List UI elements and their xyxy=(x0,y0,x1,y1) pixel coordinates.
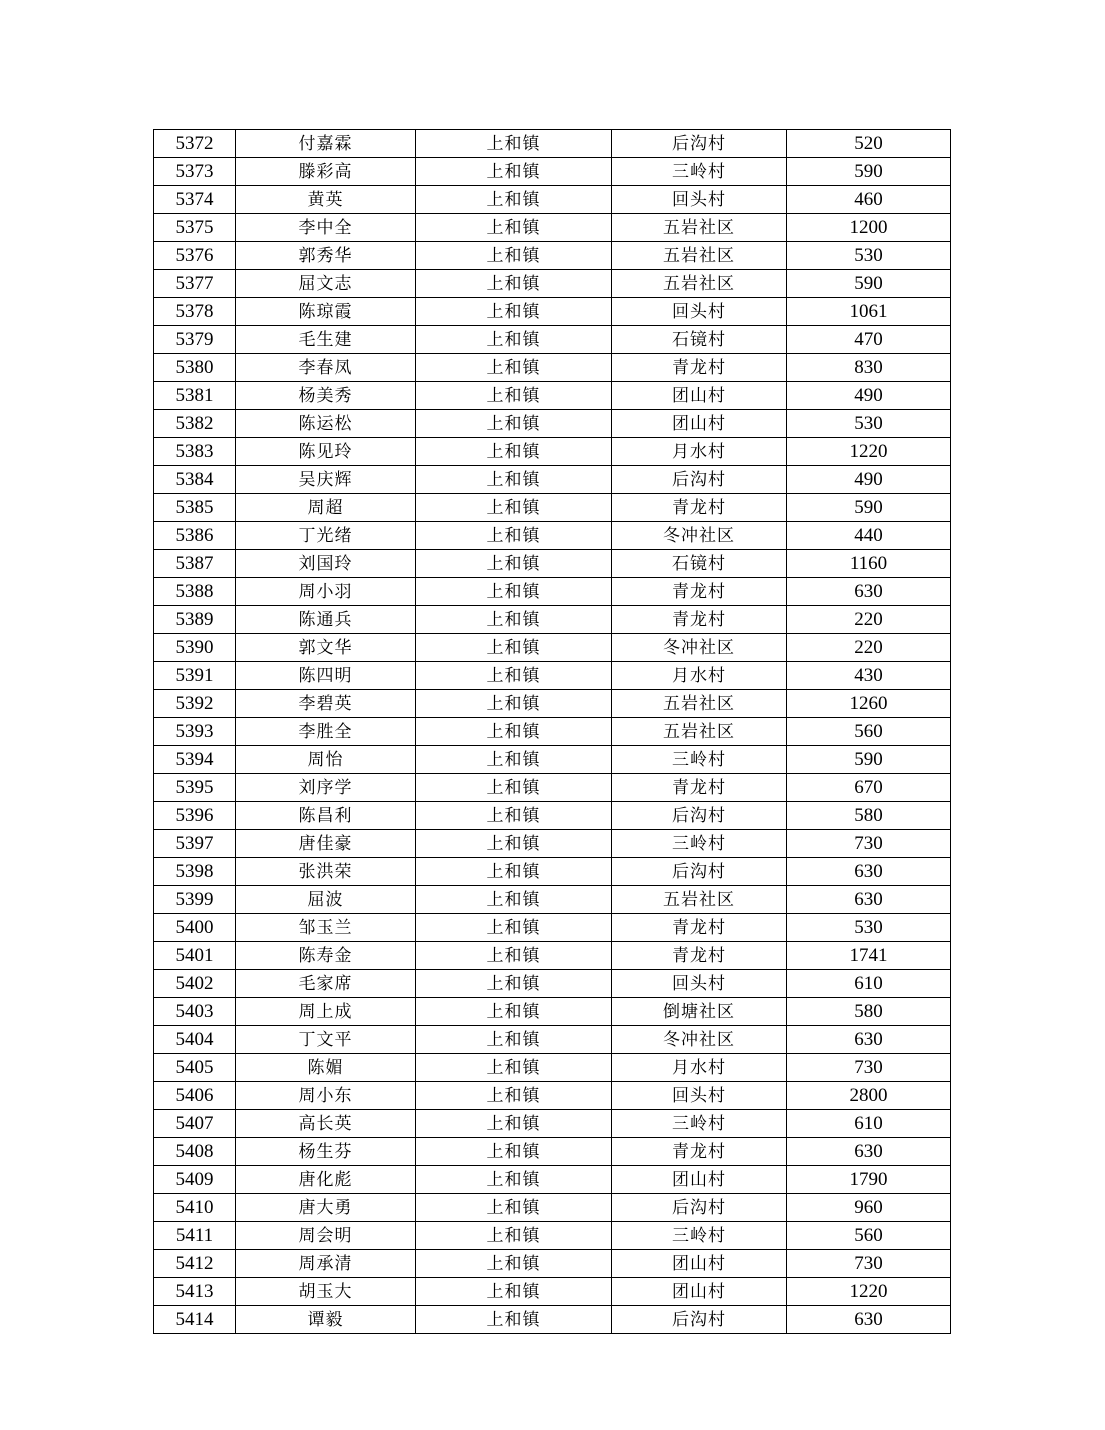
name-cell: 丁文平 xyxy=(236,1026,416,1054)
amount-cell: 590 xyxy=(787,158,951,186)
row-number-cell: 5383 xyxy=(154,438,236,466)
row-number-cell: 5411 xyxy=(154,1222,236,1250)
row-number-cell: 5372 xyxy=(154,130,236,158)
table-row xyxy=(154,1166,951,1194)
village-cell: 五岩社区 xyxy=(612,270,787,298)
row-number-cell: 5375 xyxy=(154,214,236,242)
table-body xyxy=(154,130,951,1334)
name-cell: 张洪荣 xyxy=(236,858,416,886)
name-cell: 李中全 xyxy=(236,214,416,242)
table-row xyxy=(154,550,951,578)
town-cell: 上和镇 xyxy=(416,1082,612,1110)
row-number-cell: 5394 xyxy=(154,746,236,774)
town-cell: 上和镇 xyxy=(416,1306,612,1334)
village-cell: 石镜村 xyxy=(612,326,787,354)
town-cell: 上和镇 xyxy=(416,466,612,494)
town-cell: 上和镇 xyxy=(416,270,612,298)
name-cell: 李胜全 xyxy=(236,718,416,746)
town-cell: 上和镇 xyxy=(416,606,612,634)
village-cell: 团山村 xyxy=(612,1278,787,1306)
village-cell: 冬冲社区 xyxy=(612,634,787,662)
village-cell: 回头村 xyxy=(612,186,787,214)
town-cell: 上和镇 xyxy=(416,802,612,830)
town-cell: 上和镇 xyxy=(416,1278,612,1306)
village-cell: 青龙村 xyxy=(612,606,787,634)
amount-cell: 1790 xyxy=(787,1166,951,1194)
name-cell: 陈琼霞 xyxy=(236,298,416,326)
village-cell: 团山村 xyxy=(612,1166,787,1194)
amount-cell: 560 xyxy=(787,718,951,746)
town-cell: 上和镇 xyxy=(416,1194,612,1222)
name-cell: 毛生建 xyxy=(236,326,416,354)
name-cell: 周会明 xyxy=(236,1222,416,1250)
town-cell: 上和镇 xyxy=(416,186,612,214)
village-cell: 后沟村 xyxy=(612,1306,787,1334)
row-number-cell: 5398 xyxy=(154,858,236,886)
amount-cell: 530 xyxy=(787,410,951,438)
name-cell: 陈见玲 xyxy=(236,438,416,466)
village-cell: 三岭村 xyxy=(612,158,787,186)
village-cell: 后沟村 xyxy=(612,1194,787,1222)
town-cell: 上和镇 xyxy=(416,942,612,970)
row-number-cell: 5395 xyxy=(154,774,236,802)
village-cell: 团山村 xyxy=(612,382,787,410)
village-cell: 团山村 xyxy=(612,410,787,438)
row-number-cell: 5397 xyxy=(154,830,236,858)
village-cell: 后沟村 xyxy=(612,858,787,886)
amount-cell: 490 xyxy=(787,382,951,410)
row-number-cell: 5390 xyxy=(154,634,236,662)
amount-cell: 440 xyxy=(787,522,951,550)
amount-cell: 630 xyxy=(787,1138,951,1166)
amount-cell: 460 xyxy=(787,186,951,214)
village-cell: 三岭村 xyxy=(612,830,787,858)
amount-cell: 1200 xyxy=(787,214,951,242)
row-number-cell: 5396 xyxy=(154,802,236,830)
village-cell: 冬冲社区 xyxy=(612,522,787,550)
town-cell: 上和镇 xyxy=(416,1138,612,1166)
table-row xyxy=(154,1278,951,1306)
row-number-cell: 5384 xyxy=(154,466,236,494)
amount-cell: 960 xyxy=(787,1194,951,1222)
table-row xyxy=(154,1194,951,1222)
amount-cell: 730 xyxy=(787,1250,951,1278)
table-row xyxy=(154,690,951,718)
amount-cell: 530 xyxy=(787,242,951,270)
village-cell: 回头村 xyxy=(612,298,787,326)
name-cell: 黄英 xyxy=(236,186,416,214)
town-cell: 上和镇 xyxy=(416,382,612,410)
amount-cell: 590 xyxy=(787,494,951,522)
table-row xyxy=(154,326,951,354)
amount-cell: 830 xyxy=(787,354,951,382)
name-cell: 屈波 xyxy=(236,886,416,914)
town-cell: 上和镇 xyxy=(416,298,612,326)
row-number-cell: 5374 xyxy=(154,186,236,214)
table-row xyxy=(154,1026,951,1054)
amount-cell: 1260 xyxy=(787,690,951,718)
table-row xyxy=(154,606,951,634)
name-cell: 唐化彪 xyxy=(236,1166,416,1194)
data-table xyxy=(153,129,951,1334)
table-row xyxy=(154,354,951,382)
amount-cell: 1220 xyxy=(787,1278,951,1306)
village-cell: 五岩社区 xyxy=(612,718,787,746)
amount-cell: 220 xyxy=(787,606,951,634)
table-row xyxy=(154,634,951,662)
row-number-cell: 5377 xyxy=(154,270,236,298)
village-cell: 后沟村 xyxy=(612,130,787,158)
town-cell: 上和镇 xyxy=(416,550,612,578)
table-row xyxy=(154,158,951,186)
name-cell: 陈寿金 xyxy=(236,942,416,970)
amount-cell: 670 xyxy=(787,774,951,802)
name-cell: 吴庆辉 xyxy=(236,466,416,494)
town-cell: 上和镇 xyxy=(416,354,612,382)
name-cell: 周超 xyxy=(236,494,416,522)
table-row xyxy=(154,242,951,270)
table-row xyxy=(154,438,951,466)
town-cell: 上和镇 xyxy=(416,1054,612,1082)
row-number-cell: 5386 xyxy=(154,522,236,550)
row-number-cell: 5400 xyxy=(154,914,236,942)
table-row xyxy=(154,942,951,970)
table-row xyxy=(154,1138,951,1166)
town-cell: 上和镇 xyxy=(416,914,612,942)
town-cell: 上和镇 xyxy=(416,522,612,550)
village-cell: 三岭村 xyxy=(612,1222,787,1250)
row-number-cell: 5407 xyxy=(154,1110,236,1138)
village-cell: 后沟村 xyxy=(612,466,787,494)
name-cell: 李碧英 xyxy=(236,690,416,718)
village-cell: 后沟村 xyxy=(612,802,787,830)
table-row xyxy=(154,1306,951,1334)
row-number-cell: 5373 xyxy=(154,158,236,186)
table-row xyxy=(154,382,951,410)
amount-cell: 530 xyxy=(787,914,951,942)
town-cell: 上和镇 xyxy=(416,578,612,606)
row-number-cell: 5409 xyxy=(154,1166,236,1194)
table-row xyxy=(154,802,951,830)
row-number-cell: 5382 xyxy=(154,410,236,438)
row-number-cell: 5406 xyxy=(154,1082,236,1110)
row-number-cell: 5404 xyxy=(154,1026,236,1054)
row-number-cell: 5391 xyxy=(154,662,236,690)
row-number-cell: 5389 xyxy=(154,606,236,634)
town-cell: 上和镇 xyxy=(416,214,612,242)
amount-cell: 560 xyxy=(787,1222,951,1250)
row-number-cell: 5403 xyxy=(154,998,236,1026)
row-number-cell: 5412 xyxy=(154,1250,236,1278)
name-cell: 陈四明 xyxy=(236,662,416,690)
town-cell: 上和镇 xyxy=(416,1166,612,1194)
amount-cell: 730 xyxy=(787,830,951,858)
town-cell: 上和镇 xyxy=(416,438,612,466)
town-cell: 上和镇 xyxy=(416,242,612,270)
name-cell: 周小东 xyxy=(236,1082,416,1110)
table-row xyxy=(154,662,951,690)
town-cell: 上和镇 xyxy=(416,634,612,662)
row-number-cell: 5378 xyxy=(154,298,236,326)
table-row xyxy=(154,578,951,606)
village-cell: 三岭村 xyxy=(612,1110,787,1138)
name-cell: 刘序学 xyxy=(236,774,416,802)
amount-cell: 1741 xyxy=(787,942,951,970)
amount-cell: 1061 xyxy=(787,298,951,326)
town-cell: 上和镇 xyxy=(416,326,612,354)
name-cell: 周承清 xyxy=(236,1250,416,1278)
town-cell: 上和镇 xyxy=(416,830,612,858)
amount-cell: 630 xyxy=(787,578,951,606)
name-cell: 周小羽 xyxy=(236,578,416,606)
table-row xyxy=(154,298,951,326)
name-cell: 高长英 xyxy=(236,1110,416,1138)
village-cell: 冬冲社区 xyxy=(612,1026,787,1054)
table-row xyxy=(154,774,951,802)
row-number-cell: 5405 xyxy=(154,1054,236,1082)
village-cell: 团山村 xyxy=(612,1250,787,1278)
row-number-cell: 5385 xyxy=(154,494,236,522)
town-cell: 上和镇 xyxy=(416,774,612,802)
name-cell: 陈昌利 xyxy=(236,802,416,830)
town-cell: 上和镇 xyxy=(416,158,612,186)
town-cell: 上和镇 xyxy=(416,970,612,998)
name-cell: 周怡 xyxy=(236,746,416,774)
row-number-cell: 5388 xyxy=(154,578,236,606)
town-cell: 上和镇 xyxy=(416,746,612,774)
village-cell: 月水村 xyxy=(612,438,787,466)
amount-cell: 220 xyxy=(787,634,951,662)
table-row xyxy=(154,1110,951,1138)
row-number-cell: 5380 xyxy=(154,354,236,382)
amount-cell: 630 xyxy=(787,1026,951,1054)
table-row xyxy=(154,830,951,858)
name-cell: 陈媚 xyxy=(236,1054,416,1082)
village-cell: 三岭村 xyxy=(612,746,787,774)
amount-cell: 490 xyxy=(787,466,951,494)
name-cell: 周上成 xyxy=(236,998,416,1026)
amount-cell: 630 xyxy=(787,886,951,914)
village-cell: 月水村 xyxy=(612,662,787,690)
table-row xyxy=(154,522,951,550)
table-row xyxy=(154,718,951,746)
table-row xyxy=(154,1054,951,1082)
amount-cell: 610 xyxy=(787,1110,951,1138)
table-row xyxy=(154,914,951,942)
name-cell: 陈通兵 xyxy=(236,606,416,634)
row-number-cell: 5379 xyxy=(154,326,236,354)
town-cell: 上和镇 xyxy=(416,1110,612,1138)
name-cell: 滕彩高 xyxy=(236,158,416,186)
village-cell: 青龙村 xyxy=(612,914,787,942)
name-cell: 丁光绪 xyxy=(236,522,416,550)
village-cell: 五岩社区 xyxy=(612,242,787,270)
name-cell: 唐佳豪 xyxy=(236,830,416,858)
name-cell: 毛家席 xyxy=(236,970,416,998)
row-number-cell: 5376 xyxy=(154,242,236,270)
name-cell: 唐大勇 xyxy=(236,1194,416,1222)
amount-cell: 630 xyxy=(787,1306,951,1334)
village-cell: 五岩社区 xyxy=(612,690,787,718)
amount-cell: 590 xyxy=(787,746,951,774)
row-number-cell: 5387 xyxy=(154,550,236,578)
row-number-cell: 5381 xyxy=(154,382,236,410)
village-cell: 青龙村 xyxy=(612,942,787,970)
table-row xyxy=(154,130,951,158)
name-cell: 胡玉大 xyxy=(236,1278,416,1306)
town-cell: 上和镇 xyxy=(416,494,612,522)
name-cell: 屈文志 xyxy=(236,270,416,298)
town-cell: 上和镇 xyxy=(416,858,612,886)
table-row xyxy=(154,494,951,522)
name-cell: 杨生芬 xyxy=(236,1138,416,1166)
amount-cell: 630 xyxy=(787,858,951,886)
village-cell: 回头村 xyxy=(612,1082,787,1110)
town-cell: 上和镇 xyxy=(416,662,612,690)
village-cell: 五岩社区 xyxy=(612,214,787,242)
row-number-cell: 5401 xyxy=(154,942,236,970)
table-row xyxy=(154,746,951,774)
table-row xyxy=(154,886,951,914)
town-cell: 上和镇 xyxy=(416,1222,612,1250)
village-cell: 月水村 xyxy=(612,1054,787,1082)
row-number-cell: 5399 xyxy=(154,886,236,914)
village-cell: 青龙村 xyxy=(612,494,787,522)
name-cell: 刘国玲 xyxy=(236,550,416,578)
amount-cell: 430 xyxy=(787,662,951,690)
amount-cell: 470 xyxy=(787,326,951,354)
name-cell: 邹玉兰 xyxy=(236,914,416,942)
name-cell: 谭毅 xyxy=(236,1306,416,1334)
row-number-cell: 5392 xyxy=(154,690,236,718)
amount-cell: 580 xyxy=(787,998,951,1026)
village-cell: 五岩社区 xyxy=(612,886,787,914)
name-cell: 郭文华 xyxy=(236,634,416,662)
amount-cell: 1220 xyxy=(787,438,951,466)
table-row xyxy=(154,998,951,1026)
table-row xyxy=(154,970,951,998)
town-cell: 上和镇 xyxy=(416,1250,612,1278)
amount-cell: 610 xyxy=(787,970,951,998)
table-row xyxy=(154,1222,951,1250)
table-row xyxy=(154,466,951,494)
row-number-cell: 5408 xyxy=(154,1138,236,1166)
village-cell: 倒塘社区 xyxy=(612,998,787,1026)
town-cell: 上和镇 xyxy=(416,886,612,914)
amount-cell: 2800 xyxy=(787,1082,951,1110)
village-cell: 青龙村 xyxy=(612,1138,787,1166)
village-cell: 石镜村 xyxy=(612,550,787,578)
village-cell: 青龙村 xyxy=(612,354,787,382)
amount-cell: 730 xyxy=(787,1054,951,1082)
table-row xyxy=(154,410,951,438)
town-cell: 上和镇 xyxy=(416,1026,612,1054)
village-cell: 青龙村 xyxy=(612,774,787,802)
town-cell: 上和镇 xyxy=(416,718,612,746)
name-cell: 陈运松 xyxy=(236,410,416,438)
town-cell: 上和镇 xyxy=(416,410,612,438)
table-row xyxy=(154,858,951,886)
amount-cell: 520 xyxy=(787,130,951,158)
table-row xyxy=(154,186,951,214)
name-cell: 李春凤 xyxy=(236,354,416,382)
name-cell: 郭秀华 xyxy=(236,242,416,270)
table-row xyxy=(154,214,951,242)
row-number-cell: 5402 xyxy=(154,970,236,998)
table-row xyxy=(154,1250,951,1278)
amount-cell: 1160 xyxy=(787,550,951,578)
row-number-cell: 5410 xyxy=(154,1194,236,1222)
amount-cell: 590 xyxy=(787,270,951,298)
table-row xyxy=(154,1082,951,1110)
name-cell: 付嘉霖 xyxy=(236,130,416,158)
village-cell: 回头村 xyxy=(612,970,787,998)
town-cell: 上和镇 xyxy=(416,998,612,1026)
table-row xyxy=(154,270,951,298)
village-cell: 青龙村 xyxy=(612,578,787,606)
town-cell: 上和镇 xyxy=(416,130,612,158)
row-number-cell: 5393 xyxy=(154,718,236,746)
town-cell: 上和镇 xyxy=(416,690,612,718)
row-number-cell: 5413 xyxy=(154,1278,236,1306)
name-cell: 杨美秀 xyxy=(236,382,416,410)
row-number-cell: 5414 xyxy=(154,1306,236,1334)
amount-cell: 580 xyxy=(787,802,951,830)
